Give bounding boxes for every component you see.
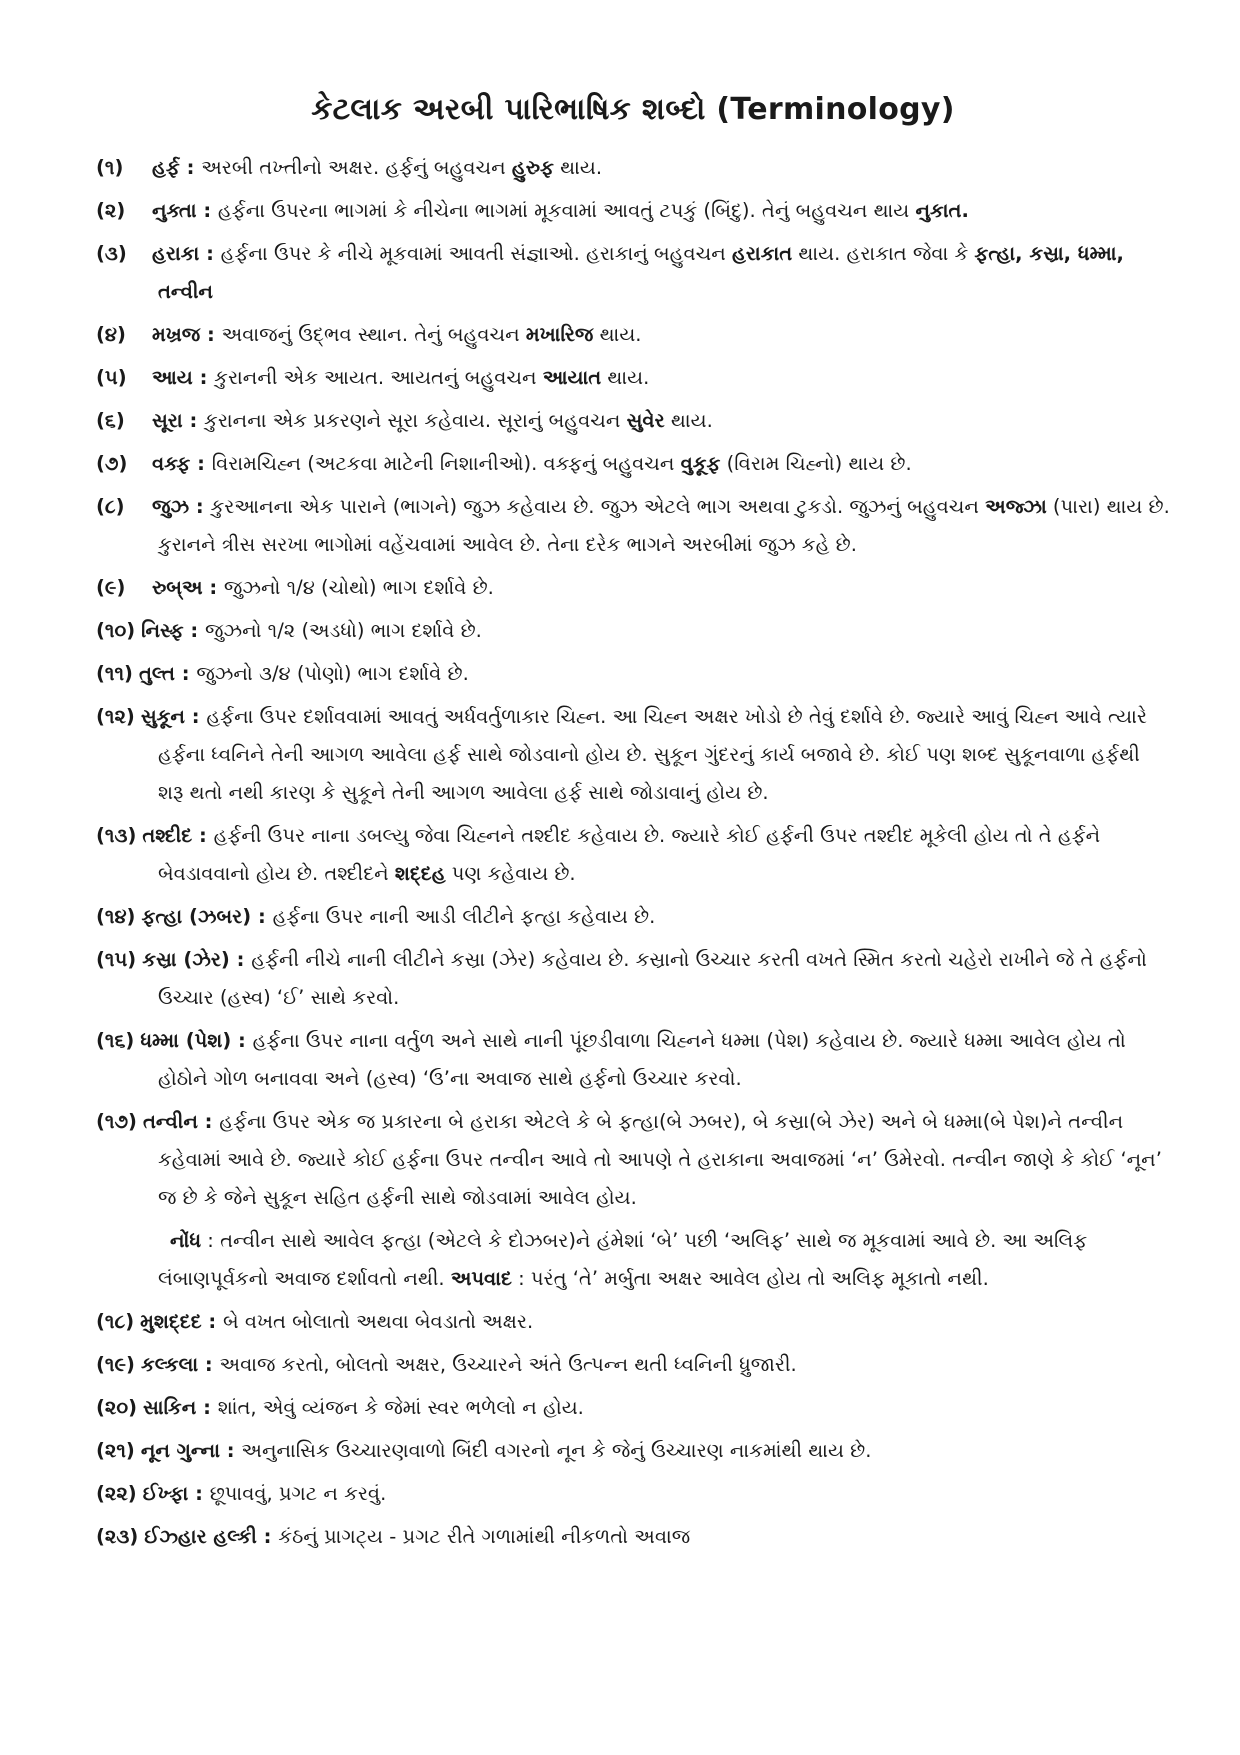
entry-separator: :	[179, 156, 202, 179]
entry-separator: :	[201, 1310, 224, 1333]
entry-term: નિસ્ફ	[141, 619, 184, 642]
definition-text: થાય.	[553, 156, 603, 179]
term-entry	[96, 149, 1170, 187]
entry-number: (૧૮)	[96, 1310, 135, 1333]
entry-separator: :	[196, 1396, 218, 1419]
entry-number: (૫)	[96, 366, 127, 389]
definition-text: હર્ફના ઉપર નાની આડી લીટીને ફત્હા કહેવાય છે.	[272, 905, 656, 928]
entry-separator: :	[219, 1439, 242, 1462]
entry-term: વક્ફ	[152, 452, 191, 475]
entry-number: (૩)	[96, 242, 127, 265]
term-entry	[96, 569, 1170, 607]
entry-term: મખ્રજ	[152, 323, 201, 346]
definition-text: થાય.	[593, 323, 642, 346]
entry-term: તુલ્ત	[138, 662, 175, 685]
entry-separator: :	[182, 409, 205, 432]
definition-text: : પરંતુ ‘તે’ મર્બુતા અક્ષર આવેલ હોય તો અલિફ મૂકાતો નથી.	[511, 1267, 989, 1290]
definition-text: હર્ફના ઉપરના ભાગમાં કે નીચેના ભાગમાં મૂકવામાં આવતું ટપકું (બિંદુ). તેનું બહુવચન થાય	[217, 199, 916, 222]
entry-number: (૨૦)	[96, 1396, 138, 1419]
page-title: કેટલાક અરબી પારિભાષિક શબ્દો (Terminology)	[311, 92, 955, 127]
entry-term: સૂરા	[152, 409, 183, 432]
entry-number: (૪)	[96, 323, 126, 346]
entry-term: ઈઝ્હાર હલ્કી	[144, 1525, 257, 1548]
term-entry	[96, 192, 1170, 230]
entry-term: કલ્કલા	[140, 1353, 199, 1376]
bold-text: આયાત	[542, 366, 602, 389]
definition-text: (વિરામ ચિહ્નો) થાય છે.	[720, 452, 912, 475]
entry-term: મુશદ્દદ	[140, 1310, 202, 1333]
entry-separator: :	[251, 905, 273, 928]
entry-number: (૧૭)	[96, 1110, 137, 1133]
definition-text: (પારા) થાય છે. કુરાનને ત્રીસ સરખા ભાગોમાં વહેંચવામાં આવેલ છે. તેના દરેક ભાગને અરબીમાં જુઝ કહે છે.	[158, 495, 1170, 556]
entry-number: (૭)	[96, 452, 128, 475]
term-entry	[96, 612, 1170, 650]
definition-text: કુરાનની એક આયત. આયતનું બહુવચન	[214, 366, 543, 389]
definition-text: હર્ફના ઉપર કે નીચે મૂકવામાં આવતી સંજ્ઞાઓ. હરાકાનું બહુવચન	[220, 242, 732, 265]
entry-number: (૧૪)	[96, 905, 136, 928]
entry-number: (૨)	[96, 199, 126, 222]
entry-separator: :	[189, 495, 211, 518]
entry-term: સાકિન	[143, 1396, 197, 1419]
bold-text: નુકાત.	[915, 199, 969, 222]
bold-text: હુરુફ	[511, 156, 554, 179]
bold-text: મખારિજ	[525, 323, 594, 346]
definition-text: છૂપાવવું, પ્રગટ ન કરવું.	[209, 1482, 387, 1505]
definition-text: પણ કહેવાય છે.	[445, 862, 576, 885]
term-entry	[96, 1432, 1170, 1470]
definition-text: અનુનાસિક ઉચ્ચારણવાળો બિંદી વગરનો નૂન કે જેનું ઉચ્ચારણ નાકમાંથી થાય છે.	[241, 1439, 872, 1462]
bold-text: વુકૂફ	[680, 452, 721, 475]
term-entry	[96, 1518, 1170, 1556]
bold-text: ફત્હા, કસ્રા, ધમ્મા, તન્વીન	[158, 242, 1124, 303]
entry-number: (૧૬)	[96, 1029, 135, 1052]
entry-separator: :	[196, 199, 218, 222]
term-entry	[96, 1022, 1170, 1098]
definition-text: અરબી તખ્તીનો અક્ષર. હર્ફનું બહુવચન	[201, 156, 512, 179]
term-entry	[96, 1346, 1170, 1384]
entry-number: (૬)	[96, 409, 125, 432]
entry-separator: :	[229, 948, 252, 971]
entry-term: તન્વીન	[142, 1110, 198, 1133]
entry-term: હરાકા	[152, 242, 200, 265]
term-entry	[96, 1303, 1170, 1341]
entry-separator: :	[199, 242, 221, 265]
entry-separator: :	[192, 366, 215, 389]
term-entry	[96, 698, 1170, 812]
entry-number: (૨૧)	[96, 1439, 135, 1462]
entry-term: કસ્રા (ઝેર)	[142, 948, 230, 971]
definition-text: થાય.	[664, 409, 713, 432]
entry-term: તશ્દીદ	[142, 824, 193, 847]
entry-number: (૧)	[96, 156, 124, 179]
definition-text: હર્ફના ઉપર દર્શાવવામાં આવતું અર્ધવર્તુળાકાર ચિહ્ન. આ ચિહ્ન અક્ષર ખોડો છે તેવું દર્શાવે છે. જ્યારે આવું ચિહ્ન આવે ત્યારે હર્ફના ધ્વનિને તેની આગળ આવેલા હર્ફ સાથે જોડવાનો હોય છે. સુકૂન ગુંદરનું કાર્ય બજાવે છે. કોઈ પણ શબ્દ સુકૂનવાળા હર્ફથી શરૂ થતો નથી કારણ કે સુકૂને તેની આગળ આવેલા હર્ફ સાથે જોડાવાનું હોય છે.	[158, 705, 1147, 804]
entry-separator: :	[183, 619, 206, 642]
entry-term: ઈખ્ફા	[142, 1482, 189, 1505]
entry-term: નુક્તા	[152, 199, 197, 222]
term-entry	[96, 1389, 1170, 1427]
definition-text: જુઝનો ૧/૨ (અડધો) ભાગ દર્શાવે છે.	[205, 619, 482, 642]
entry-number: (૧૫)	[96, 948, 137, 971]
entry-term: હર્ફ	[152, 156, 180, 179]
entry-separator: :	[197, 1110, 220, 1133]
entry-number: (૧૯)	[96, 1353, 135, 1376]
bold-text: અપવાદ	[450, 1267, 512, 1290]
entry-number: (૧૧)	[96, 662, 133, 685]
definition-text: અવાજનું ઉદ્ભવ સ્થાન. તેનું બહુવચન	[221, 323, 526, 346]
term-entry	[96, 655, 1170, 693]
entry-separator: :	[202, 576, 224, 599]
definition-text: હર્ફની નીચે નાની લીટીને કસ્રા (ઝેર) કહેવાય છે. કસ્રાનો ઉચ્ચાર કરતી વખતે સ્મિત કરતો ચહેરો રાખીને જે તે હર્ફનો ઉચ્ચાર (હસ્વ) ‘ઈ’ સાથે કરવો.	[158, 948, 1147, 1009]
bold-text: અજ્ઝા	[985, 495, 1047, 518]
entry-separator: :	[184, 705, 207, 728]
bold-text: હરાકાત	[731, 242, 793, 265]
bold-text: સુવેર	[626, 409, 665, 432]
entry-number: (૨૨)	[96, 1482, 137, 1505]
definition-text: હર્ફની ઉપર નાના ડબલ્યુ જેવા ચિહ્નને તશ્દીદ કહેવાય છે. જ્યારે કોઈ હર્ફની ઉપર તશ્દીદ મૂકેલી હોય તો તે હર્ફને બેવડાવવાનો હોય છે. તશ્દીદને	[158, 824, 1101, 885]
definition-text: બે વખત બોલાતો અથવા બેવડાતો અક્ષર.	[223, 1310, 534, 1333]
term-entry	[96, 1103, 1170, 1217]
entry-term: ફત્હા (ઝબર)	[141, 905, 252, 928]
term-entry	[96, 402, 1170, 440]
definition-text: : તન્વીન સાથે આવેલ ફત્હા (એટલે કે દોઝબર)ને હંમેશાં ‘બે’ પછી ‘અલિફ’ સાથે જ મૂકવામાં આવે છે. આ અલિફ લંબાણપૂર્વકનો અવાજ દર્શાવતો નથી.	[158, 1229, 1088, 1290]
entry-number: (૮)	[96, 495, 125, 518]
term-entry	[96, 898, 1170, 936]
definition-text: કંઠનું પ્રાગટ્ય - પ્રગટ રીતે ગળામાંથી નીકળતો અવાજ	[278, 1525, 691, 1548]
term-entry	[96, 316, 1170, 354]
term-entry	[96, 488, 1170, 564]
entry-separator: :	[174, 662, 197, 685]
entry-separator: :	[188, 1482, 210, 1505]
term-entry	[96, 235, 1170, 311]
definition-text: કુરઆનના એક પારાને (ભાગને) જુઝ કહેવાય છે. જુઝ એટલે ભાગ અથવા ટુકડો. જુઝનું બહુવચન	[210, 495, 986, 518]
definition-text: અવાજ કરતો, બોલતો અક્ષર, ઉચ્ચારને અંતે ઉત્પન્ન થતી ધ્વનિની ધ્રુજારી.	[219, 1353, 797, 1376]
entry-number: (૨૩)	[96, 1525, 139, 1548]
term-entry	[96, 445, 1170, 483]
entry-term: જુઝ	[152, 495, 190, 518]
entry-number: (૧૦)	[96, 619, 136, 642]
definition-text: હર્ફના ઉપર નાના વર્તુળ અને સાથે નાની પૂંછડીવાળા ચિહ્નને ધમ્મા (પેશ) કહેવાય છે. જ્યારે ધમ્મા આવેલ હોય તો હોઠોને ગોળ બનાવવા અને (હસ્વ) ‘ઉ’ના અવાજ સાથે હર્ફનો ઉચ્ચાર કરવો.	[158, 1029, 1126, 1090]
term-entry	[96, 941, 1170, 1017]
entry-separator: :	[198, 1353, 220, 1376]
entry-separator: :	[200, 323, 222, 346]
term-entry	[96, 1475, 1170, 1513]
definition-text: કુરાનના એક પ્રકરણને સૂરા કહેવાય. સૂરાનું બહુવચન	[204, 409, 627, 432]
entry-number: (૧૩)	[96, 824, 137, 847]
entry-separator: :	[190, 452, 212, 475]
definition-text: જુઝનો ૧/૪ (ચોથો) ભાગ દર્શાવે છે.	[223, 576, 494, 599]
bold-text: શદ્દહ	[394, 862, 446, 885]
definition-text: હર્ફના ઉપર એક જ પ્રકારના બે હરાકા એટલે કે બે ફત્હા(બે ઝબર), બે કસ્રા(બે ઝેર) અને બે ધમ્મા(બે પેશ)ને તન્વીન કહેવામાં આવે છે. જ્યારે કોઈ હર્ફના ઉપર તન્વીન આવે તો આપણે તે હરાકાના અવાજમાં ‘ન’ ઉમેરવો. તન્વીન જાણે કે કોઈ ‘નૂન’ જ છે કે જેને સુકૂન સહિત હર્ફની સાથે જોડવામાં આવેલ હોય.	[158, 1110, 1162, 1209]
definition-text: જુઝનો ૩/૪ (પોણો) ભાગ દર્શાવે છે.	[196, 662, 469, 685]
bold-text: નોંધ	[170, 1229, 202, 1252]
definition-text: થાય. હરાકાત જેવા કે	[792, 242, 975, 265]
entry-term: આય	[152, 366, 193, 389]
entry-number: (૯)	[96, 576, 126, 599]
entry-term: રુબ્અ	[152, 576, 203, 599]
entry-separator: :	[256, 1525, 279, 1548]
entry-term: નૂન ગુન્ના	[140, 1439, 220, 1462]
entry-term: ધમ્મા (પેશ)	[140, 1029, 232, 1052]
definition-text: શાંત, એવું વ્યંજન કે જેમાં સ્વર ભળેલો ન હોય.	[217, 1396, 584, 1419]
entry-separator: :	[192, 824, 214, 847]
definition-text: થાય.	[601, 366, 650, 389]
note-paragraph	[96, 1222, 1170, 1298]
term-entry	[96, 817, 1170, 893]
term-entry	[96, 359, 1170, 397]
definition-text: વિરામચિહ્ન (અટકવા માટેની નિશાનીઓ). વક્ફનું બહુવચન	[211, 452, 681, 475]
entry-term: સુકૂન	[140, 705, 185, 728]
entry-number: (૧૨)	[96, 705, 135, 728]
entry-separator: :	[231, 1029, 253, 1052]
terminology-list	[96, 149, 1170, 1556]
